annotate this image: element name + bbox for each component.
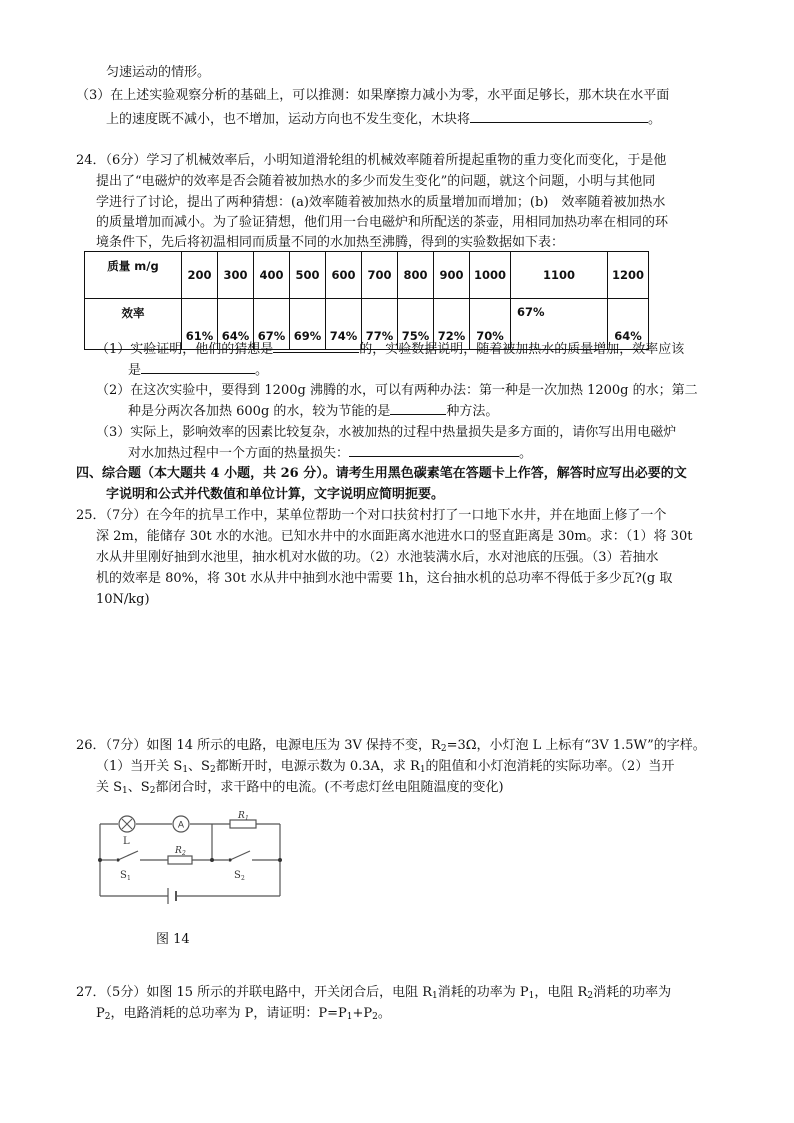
junction-dot bbox=[98, 858, 102, 862]
q26-text-3c: 都闭合时，求干路中的电流。(不考虑灯丝电阻随温度的变化) bbox=[155, 780, 504, 795]
table-cell-efficiency: 64% bbox=[218, 299, 254, 350]
table-cell-mass: 700 bbox=[362, 252, 398, 299]
figure-14-caption: 图 14 bbox=[156, 932, 190, 947]
table-cell-efficiency: 77% bbox=[362, 299, 398, 350]
q24-sub1-text-c: 是 bbox=[128, 363, 142, 378]
q24-sub1-text-a: （1）实验证明，他们的猜想是 bbox=[96, 342, 274, 357]
q24-sub1-line-b bbox=[128, 361, 268, 380]
label-r1: R bbox=[238, 811, 245, 821]
q25-line-5: 10N/kg) bbox=[96, 592, 150, 607]
circuit-diagram-figure-14 bbox=[90, 811, 290, 915]
q24-sub2-line-b bbox=[128, 402, 498, 421]
q24-line-3: 学进行了讨论，提出了两种猜想：(a)效率随着被加热水的质量增加而增加；(b) 效率随着被加热水 bbox=[96, 195, 666, 210]
table-cell-efficiency: 75% bbox=[398, 299, 434, 350]
section-4-heading: 四、综合题（本大题共 4 小题，共 26 分）。请考生用黑色碳素笔在答题卡上作答，解答时应写出必要的文 bbox=[76, 466, 687, 481]
q24-sub1-text-d: 。 bbox=[255, 363, 269, 378]
switch-pivot bbox=[116, 858, 119, 861]
q26-text-1a: 26．（7分）如图 14 所示的电路，电源电压为 3V 保持不变，R bbox=[76, 738, 441, 753]
q27-text-1c: ，电阻 R bbox=[534, 985, 588, 1000]
q26-line-3 bbox=[96, 779, 504, 797]
q26-text-3b: 、S bbox=[127, 780, 150, 795]
section-4-heading-cont: 字说明和公式并代数值和单位计算，文字说明应简明扼要。 bbox=[106, 487, 445, 502]
q26-sub-r2: 2 bbox=[440, 744, 447, 754]
table-cell-efficiency: 72% bbox=[434, 299, 470, 350]
resistor-r2-icon bbox=[168, 856, 192, 864]
resistor-r1-icon bbox=[230, 820, 256, 828]
q24-sub3-text-b: 对水加热过程中一个方面的热量损失： bbox=[128, 446, 350, 461]
q24-line-2: 提出了“电磁炉的效率是否会随着被加热水的多少而发生变化”的问题，就这个问题，小明与其他同 bbox=[96, 174, 656, 189]
table-head-efficiency: 效率 bbox=[85, 299, 182, 350]
q26-text-2b: 、S bbox=[188, 759, 210, 774]
q24-blank-method bbox=[390, 402, 446, 415]
label-r2-sub: 2 bbox=[182, 850, 186, 857]
q26-sub: 2 bbox=[149, 786, 156, 796]
q26-text-1b: =3Ω，小灯泡 L 上标有“3V 1.5W”的字样。 bbox=[446, 738, 706, 753]
table-cell-efficiency: 74% bbox=[326, 299, 362, 350]
q27-text-2a: P bbox=[96, 1006, 105, 1021]
table-cell-efficiency: 69% bbox=[290, 299, 326, 350]
switch-pivot bbox=[228, 858, 231, 861]
q26-text-2a: （1）当开关 S bbox=[96, 759, 183, 774]
q27-text-2c: +P bbox=[352, 1006, 373, 1021]
table-cell-mass: 1100 bbox=[511, 252, 608, 299]
label-r2: R bbox=[175, 846, 182, 856]
table-row-mass bbox=[85, 252, 649, 299]
q26-sub: 1 bbox=[182, 765, 189, 775]
switch-s1-blade bbox=[118, 851, 138, 860]
q26-sub: 1 bbox=[419, 765, 426, 775]
q25-line-3: 水从井里刚好抽到水池里，抽水机对水做的功。（2）水池装满水后，水对池底的压强。（3）若抽水 bbox=[96, 550, 659, 565]
q27-text-2b: ，电路消耗的总功率为 P，请证明：P=P bbox=[110, 1006, 347, 1021]
q23-answer-blank bbox=[470, 110, 648, 123]
q27-sub: 1 bbox=[432, 991, 438, 1001]
q27-text-1b: 消耗的功率为 P bbox=[437, 985, 529, 1000]
q27-line-2 bbox=[96, 1005, 391, 1023]
q26-line-1 bbox=[76, 737, 706, 755]
q26-sub: 2 bbox=[209, 765, 216, 775]
table-cell-efficiency: 64% bbox=[608, 299, 649, 350]
q24-sub3-text-c: 。 bbox=[519, 446, 533, 461]
table-cell-mass: 900 bbox=[434, 252, 470, 299]
q27-sub: 1 bbox=[346, 1012, 353, 1022]
q26-sub: 1 bbox=[122, 786, 128, 796]
efficiency-table bbox=[84, 251, 649, 350]
q24-blank-guess bbox=[273, 340, 359, 353]
label-s2-sub: 2 bbox=[241, 875, 245, 882]
junction-dot bbox=[278, 858, 282, 862]
q24-sub1-line-a bbox=[96, 340, 684, 359]
switch-s2-blade bbox=[230, 851, 250, 860]
q24-sub1-text-b: 的，实验数据说明，随着被加热水的质量增加，效率应该 bbox=[359, 342, 685, 357]
q27-text-1a: 27．（5分）如图 15 所示的并联电路中，开关闭合后，电阻 R bbox=[76, 985, 433, 1000]
q26-text-2d: 的阻值和小灯泡消耗的实际功率。（2）当开 bbox=[425, 759, 675, 774]
ammeter-letter: A bbox=[177, 820, 185, 831]
q24-blank-trend bbox=[141, 361, 255, 374]
q24-sub3-line-a: （3）实际上，影响效率的因素比较复杂，水被加热的过程中热量损失是多方面的，请你写出用电磁炉 bbox=[96, 425, 677, 440]
label-s1: S bbox=[120, 870, 127, 881]
table-cell-mass: 200 bbox=[182, 252, 218, 299]
q27-sub: 2 bbox=[587, 991, 594, 1001]
label-r1-sub: 1 bbox=[245, 815, 249, 822]
q26-text-2c: 都断开时，电源示数为 0.3A，求 R bbox=[215, 759, 420, 774]
q24-line-1: 24．（6分）学习了机械效率后，小明知道滑轮组的机械效率随着所提起重物的重力变化而变化，于是他 bbox=[76, 153, 667, 168]
table-cell-efficiency: 70% bbox=[470, 299, 511, 350]
table-cell-mass: 1200 bbox=[608, 252, 649, 299]
q27-line-1 bbox=[76, 984, 671, 1002]
q24-sub2-text-b: 种是分两次各加热 600g 的水，较为节能的是 bbox=[128, 404, 391, 419]
q26-text-3a: 关 S bbox=[96, 780, 123, 795]
table-cell-mass: 1000 bbox=[470, 252, 511, 299]
q23-line-c-text: 上的速度既不减小，也不增加，运动方向也不发生变化，木块将 bbox=[106, 112, 471, 127]
junction-dot bbox=[210, 858, 214, 862]
q27-text-2d: 。 bbox=[377, 1006, 391, 1021]
q25-line-4: 机的效率是 80%，将 30t 水从井中抽到水池中需要 1h，这台抽水机的总功率不得低于多少瓦?(g 取 bbox=[96, 571, 673, 586]
q27-sub: 1 bbox=[528, 991, 535, 1001]
q24-line-4: 的质量增加而减小。为了验证猜想，他们用一台电磁炉和所配送的茶壶，用相同加热功率在相同的环 bbox=[96, 215, 669, 230]
table-cell-mass: 300 bbox=[218, 252, 254, 299]
q23-line-a: 匀速运动的情形。 bbox=[106, 65, 211, 80]
q24-sub3-line-b bbox=[128, 444, 532, 463]
label-s1-sub: 1 bbox=[127, 875, 131, 882]
table-cell-efficiency: 67% bbox=[511, 299, 608, 350]
table-cell-mass: 800 bbox=[398, 252, 434, 299]
q23-line-b: （3）在上述实验观察分析的基础上，可以推测：如果摩擦力减小为零，水平面足够长，那木块在水平面 bbox=[76, 88, 670, 103]
q24-line-5: 境条件下，先后将初温相同而质量不同的水加热至沸腾，得到的实验数据如下表： bbox=[96, 235, 565, 250]
q27-sub: 2 bbox=[104, 1012, 111, 1022]
q27-text-1d: 消耗的功率为 bbox=[593, 985, 672, 1000]
table-cell-mass: 500 bbox=[290, 252, 326, 299]
table-cell-efficiency: 61% bbox=[182, 299, 218, 350]
q26-line-2 bbox=[96, 758, 674, 776]
table-cell-mass: 600 bbox=[326, 252, 362, 299]
table-head-mass: 质量 m/g bbox=[85, 252, 182, 299]
q23-line-c bbox=[106, 110, 661, 129]
q27-sub: 2 bbox=[372, 1012, 378, 1022]
q25-line-2: 深 2m，能储存 30t 水的水池。已知水井中的水面距离水池进水口的竖直距离是 30m。求：（1）将 30t bbox=[96, 529, 693, 544]
table-cell-efficiency: 67% bbox=[254, 299, 290, 350]
q24-sub2-text-c: 种方法。 bbox=[446, 404, 499, 419]
q24-sub2-line-a: （2）在这次实验中，要得到 1200g 沸腾的水，可以有两种办法：第一种是一次加热 1200g 的水；第二 bbox=[96, 383, 698, 398]
q23-line-c-end: 。 bbox=[648, 112, 662, 127]
q25-line-1: 25．（7分）在今年的抗旱工作中，某单位帮助一个对口扶贫村打了一口地下水井，并在地面上修了一个 bbox=[76, 508, 667, 523]
label-s2: S bbox=[234, 870, 241, 881]
q24-blank-loss bbox=[349, 444, 519, 457]
label-lamp: L bbox=[123, 836, 130, 847]
table-cell-mass: 400 bbox=[254, 252, 290, 299]
